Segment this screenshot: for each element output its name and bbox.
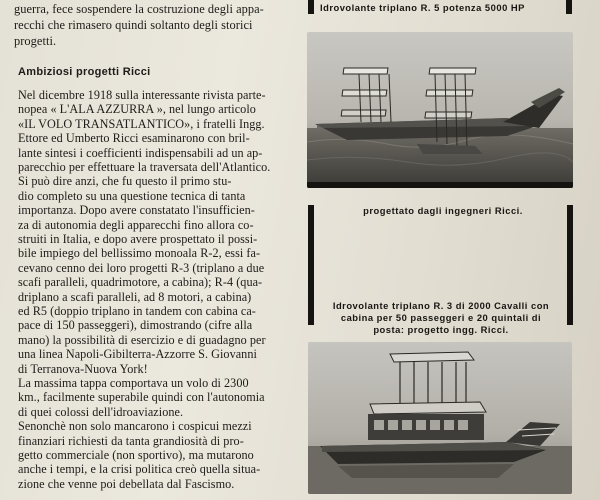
section-title: Ambiziosi progetti Ricci [18, 66, 151, 78]
caption-lower-line: posta: progetto ingg. Ricci. [373, 324, 509, 335]
intro-line: progetti. [14, 34, 57, 48]
caption-lower [316, 300, 566, 336]
caption-bar [308, 0, 314, 14]
article-body-line: anche i tempi, e la crisi politica creò quella situa- [18, 462, 261, 477]
article-body-line: La massima tappa comportava un volo di 2300 [18, 376, 249, 390]
caption-bar [566, 0, 572, 14]
article-body-line: mano) la possibilità di esercizio e di guadagno per [18, 332, 266, 347]
article-body-line: una linea Napoli-Gibilterra-Azzorre S. Giovanni [18, 347, 257, 362]
seaplane-r3-image [308, 342, 572, 494]
article-body-line: Senonchè non solo mancarono i cospicui mezzi [18, 419, 252, 434]
caption-lower-line: cabina per 50 passeggeri e 20 quintali di [340, 312, 542, 323]
article-body-line: Si può dire anzi, che fu questo il primo stu- [18, 174, 232, 189]
article-body-line: Nel dicembre 1918 sulla interessante rivista parte- [18, 88, 266, 102]
caption-bar [567, 205, 573, 325]
photo-r3-seaplane [308, 342, 572, 494]
article-body-line: nopea « L'ALA AZZURRA », nel lungo articolo [18, 102, 256, 117]
caption-lower-line: Idrovolante triplano R. 3 di 2000 Cavalli con [332, 300, 550, 311]
intro-line: guerra, fece sospendere la costruzione degli appa- [14, 2, 264, 16]
article-body-line: importanza. Dopo avere constatato l'insufficien- [18, 203, 255, 218]
photo-r5-seaplane [307, 32, 573, 188]
article-body-line: di Terranova-Nuova York! [18, 361, 148, 376]
article-body-line: di quei colossi dell'idroaviazione. [18, 404, 184, 419]
article-body-line: za di autonomia degli apparecchi fino allora co- [18, 217, 254, 232]
caption-top: Idrovolante triplano R. 5 potenza 5000 HP [320, 2, 525, 13]
article-body-line: scafi paralleli, quadrimotore, a cabina); R-4 (qua- [18, 275, 263, 290]
article-body-line: Ettore ed Umberto Ricci esaminarono con bril- [18, 131, 250, 146]
article-body-line: parecchio per effettuare la traversata dell'Atlantico. [18, 160, 271, 174]
article-body-line: zione che venne poi debellata dal Fascismo. [18, 476, 235, 491]
article-body-line: struiti in Italia, e dopo avere prospettato il possi- [18, 232, 258, 246]
article-body-line: ed R5 (doppio triplano in tandem con cabina ca- [18, 304, 256, 318]
caption-middle: progettato dagli ingegneri Ricci. [363, 205, 523, 216]
article-body-line: finanziari richiesti da tanta grandiosità di pro- [18, 433, 244, 448]
article-body-line: km., facilmente superabile quindi con l'autonomia [18, 390, 265, 405]
article-body-line: cevano cenno dei loro progetti R-3 (triplano a due [18, 260, 265, 275]
article-body-line: lante sintesi i coefficienti indispensabili ad un ap- [18, 145, 263, 160]
article-body-line: bile impiego del bellissimo monoala R-2, essi fa- [18, 246, 261, 261]
article-body-line: pace di 150 passeggeri), dimostrando (cifre alla [18, 318, 253, 333]
intro-line: recchi che rimasero quindi soltanto degli storici [14, 18, 253, 32]
article-body-line: driplano a scafi paralleli, ad 8 motori, a cabina) [18, 289, 252, 304]
article-body-line: getto commerciale (non sportivo), ma mutarono [18, 448, 254, 462]
seaplane-r5-image [307, 32, 573, 188]
article-body-line: dio completo su una questione tecnica di tanta [18, 188, 246, 203]
caption-bar [308, 205, 314, 325]
article-body-line: «IL VOLO TRANSATLANTICO», i fratelli Ingg. [18, 116, 265, 131]
